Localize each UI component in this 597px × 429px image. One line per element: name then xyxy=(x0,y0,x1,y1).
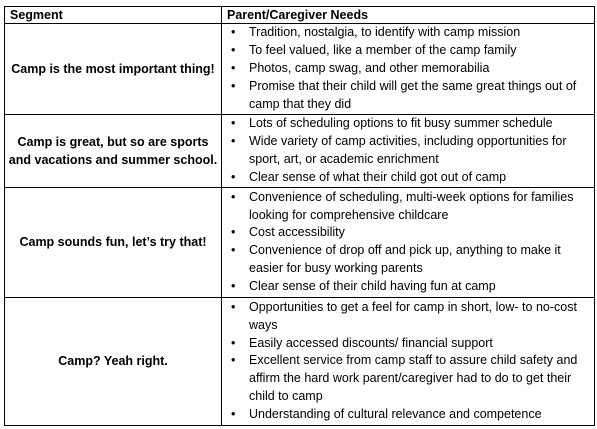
segment-needs-table xyxy=(4,6,595,426)
list-item xyxy=(222,60,594,78)
list-item-text: Photos, camp swag, and other memorabilia xyxy=(249,61,490,76)
list-item xyxy=(222,335,594,353)
segment-cell: Camp? Yeah right. xyxy=(5,297,222,425)
table-row xyxy=(5,297,595,425)
bullet-icon: • xyxy=(231,61,236,76)
needs-list xyxy=(222,24,594,113)
list-item xyxy=(222,115,594,133)
bullet-icon: • xyxy=(231,25,236,40)
bullet-icon: • xyxy=(231,353,236,368)
table-row xyxy=(5,114,595,187)
list-item xyxy=(222,42,594,60)
segment-cell: Camp is the most important thing! xyxy=(5,24,222,115)
bullet-icon: • xyxy=(231,134,236,148)
list-item xyxy=(222,406,594,424)
table-body xyxy=(5,24,595,426)
list-item-text: Convenience of drop off and pick up, anything to make it easier for busy working parents xyxy=(249,243,561,276)
list-item xyxy=(222,189,594,225)
bullet-icon: • xyxy=(231,243,236,258)
needs-list xyxy=(222,299,594,424)
list-item xyxy=(222,78,594,114)
list-item-text: Easily accessed discounts/ financial support xyxy=(249,335,493,350)
list-item-text: Opportunities to get a feel for camp in short, low- to no-cost ways xyxy=(249,300,577,332)
needs-cell xyxy=(222,24,595,115)
list-item-text: Clear sense of what their child got out of camp xyxy=(249,169,507,184)
list-item-text: Convenience of scheduling, multi-week options for families looking for comprehensive childcare xyxy=(249,189,574,222)
list-item-text: Tradition, nostalgia, to identify with camp mission xyxy=(249,25,521,40)
list-item-text: Promise that their child will get the same great things out of camp that they did xyxy=(249,78,577,111)
bullet-icon: • xyxy=(231,300,236,315)
list-item-text: Wide variety of camp activities, including opportunities for sport, art, or academic enrichment xyxy=(249,134,567,166)
segment-column-header: Segment xyxy=(5,7,222,24)
needs-column-header: Parent/Caregiver Needs xyxy=(222,7,595,24)
list-item xyxy=(222,224,594,242)
list-item xyxy=(222,242,594,278)
bullet-icon: • xyxy=(231,278,236,293)
list-item xyxy=(222,133,594,169)
list-item xyxy=(222,299,594,335)
list-item-text: Excellent service from camp staff to assure child safety and affirm the hard work parent/caregiver had to do to get their child to camp xyxy=(249,353,578,404)
needs-list xyxy=(222,115,594,186)
list-item-text: Understanding of cultural relevance and competence xyxy=(249,406,542,421)
needs-cell xyxy=(222,114,595,187)
list-item xyxy=(222,169,594,187)
table-row xyxy=(5,24,595,115)
list-item-text: To feel valued, like a member of the camp family xyxy=(249,43,517,58)
bullet-icon: • xyxy=(231,225,236,240)
bullet-icon: • xyxy=(231,43,236,58)
needs-cell xyxy=(222,297,595,425)
list-item xyxy=(222,352,594,405)
table-row xyxy=(5,187,595,297)
segment-cell: Camp is great, but so are sports and vacations and summer school. xyxy=(5,114,222,187)
bullet-icon: • xyxy=(231,169,236,184)
bullet-icon: • xyxy=(231,116,236,131)
bullet-icon: • xyxy=(231,78,236,93)
bullet-icon: • xyxy=(231,406,236,421)
needs-cell xyxy=(222,187,595,297)
bullet-icon: • xyxy=(231,335,236,350)
header-row xyxy=(5,7,595,24)
list-item-text: Lots of scheduling options to fit busy summer schedule xyxy=(249,116,553,131)
needs-list xyxy=(222,189,594,296)
list-item xyxy=(222,24,594,42)
bullet-icon: • xyxy=(231,189,236,204)
list-item-text: Clear sense of their child having fun at camp xyxy=(249,278,496,293)
segment-cell: Camp sounds fun, let’s try that! xyxy=(5,187,222,297)
list-item xyxy=(222,278,594,296)
list-item-text: Cost accessibility xyxy=(249,225,345,240)
